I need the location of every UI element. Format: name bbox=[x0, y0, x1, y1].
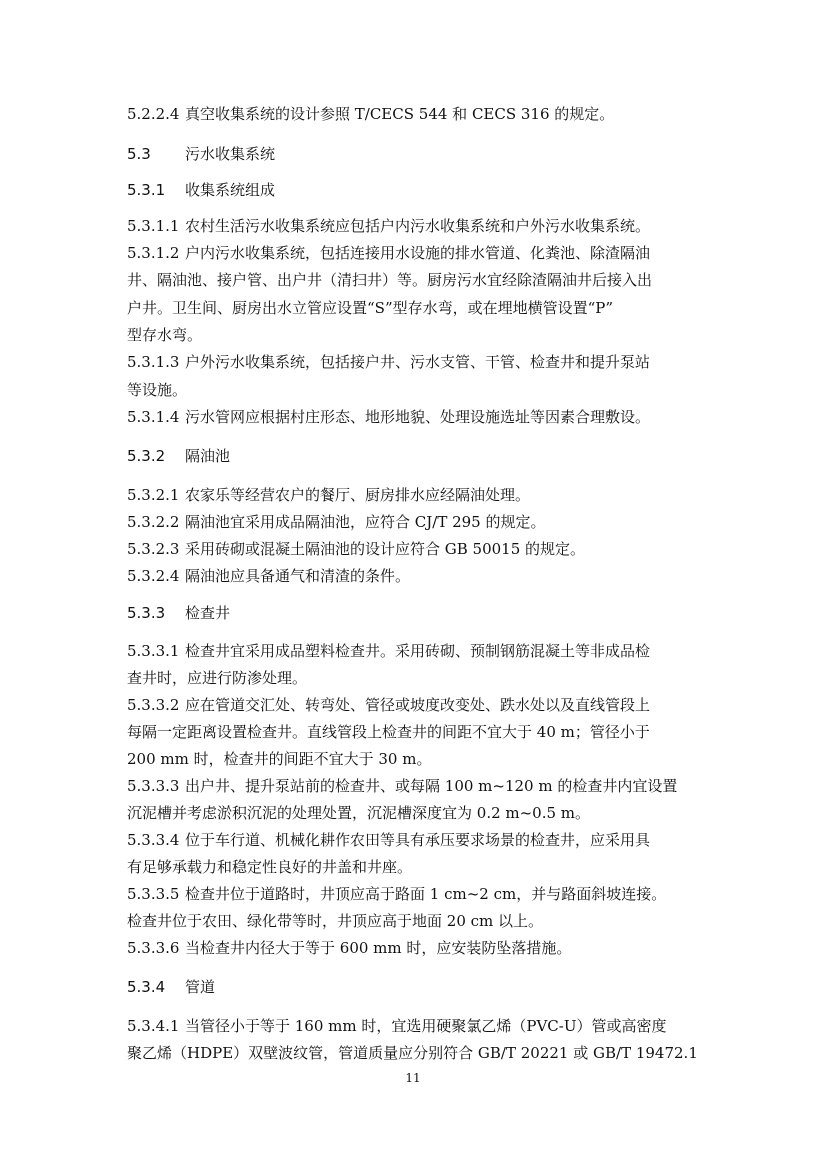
clause-5-3-3-2 bbox=[127, 695, 707, 715]
section-title: 检查井 bbox=[185, 604, 231, 622]
clause-continuation bbox=[127, 298, 707, 318]
clause-5-3-4-1 bbox=[127, 1016, 707, 1036]
clause-text: 真空收集系统的设计参照 T/CECS 544 和 CECS 316 的规定。 bbox=[185, 105, 615, 123]
clause-text: 出户井、提升泵站前的检查井、或每隔 100 m~120 m 的检查井内宜设置 bbox=[185, 777, 678, 795]
clause-number: 5.3.3.1 bbox=[127, 642, 180, 660]
clause-text: 应在管道交汇处、转弯处、管径或坡度改变处、跌水处以及直线管段上 bbox=[185, 696, 651, 714]
clause-number: 5.3.2.4 bbox=[127, 567, 180, 585]
clause-text: 检查井位于农田、绿化带等时，井顶应高于地面 20 cm 以上。 bbox=[127, 912, 544, 930]
subsection-heading-5-3-2 bbox=[127, 446, 707, 466]
clause-number: 5.3.4.1 bbox=[127, 1017, 180, 1035]
clause-5-3-3-3 bbox=[127, 776, 707, 796]
clause-continuation bbox=[127, 668, 707, 688]
section-number: 5.3.2 bbox=[127, 447, 166, 465]
clause-text: 采用砖砌或混凝土隔油池的设计应符合 GB 50015 的规定。 bbox=[185, 540, 586, 558]
clause-text: 户内污水收集系统，包括连接用水设施的排水管道、化粪池、除渣隔油 bbox=[185, 244, 651, 262]
subsection-heading-5-3-1 bbox=[127, 180, 707, 200]
clause-continuation bbox=[127, 911, 707, 931]
clause-continuation bbox=[127, 749, 707, 769]
clause-text: 每隔一定距离设置检查井。直线管段上检查井的间距不宜大于 40 m；管径小于 bbox=[127, 723, 650, 741]
section-number: 5.3.3 bbox=[127, 604, 166, 622]
clause-5-3-2-2 bbox=[127, 512, 707, 532]
clause-5-3-3-1 bbox=[127, 641, 707, 661]
clause-text: 污水管网应根据村庄形态、地形地貌、处理设施选址等因素合理敷设。 bbox=[185, 408, 651, 426]
clause-text: 隔油池应具备通气和清渣的条件。 bbox=[185, 567, 411, 585]
clause-number: 5.3.3.2 bbox=[127, 696, 180, 714]
clause-5-2-2-4 bbox=[127, 104, 707, 124]
clause-number: 5.3.3.5 bbox=[127, 885, 180, 903]
clause-continuation bbox=[127, 722, 707, 742]
clause-continuation bbox=[127, 380, 707, 400]
clause-text: 等设施。 bbox=[127, 381, 188, 399]
clause-text: 户井。卫生间、厨房出水立管应设置“S”型存水弯，或在埋地横管设置“P” bbox=[127, 299, 614, 317]
section-title: 污水收集系统 bbox=[185, 145, 276, 163]
clause-text: 型存水弯。 bbox=[127, 326, 203, 344]
clause-text: 查井时，应进行防渗处理。 bbox=[127, 669, 308, 687]
clause-5-3-3-6 bbox=[127, 938, 707, 958]
subsection-heading-5-3-4 bbox=[127, 977, 707, 997]
clause-5-3-1-4 bbox=[127, 407, 707, 427]
section-number: 5.3.1 bbox=[127, 181, 166, 199]
section-title: 管道 bbox=[185, 978, 216, 996]
clause-number: 5.3.2.1 bbox=[127, 486, 180, 504]
clause-text: 检查井位于道路时，井顶应高于路面 1 cm~2 cm，并与路面斜坡连接。 bbox=[185, 885, 667, 903]
clause-text: 隔油池宜采用成品隔油池，应符合 CJ/T 295 的规定。 bbox=[185, 513, 546, 531]
clause-continuation bbox=[127, 270, 707, 290]
clause-text: 农家乐等经营农户的餐厅、厨房排水应经隔油处理。 bbox=[185, 486, 531, 504]
clause-text: 有足够承载力和稳定性良好的井盖和井座。 bbox=[127, 858, 413, 876]
clause-text: 当管径小于等于 160 mm 时，宜选用硬聚氯乙烯（PVC-U）管或高密度 bbox=[185, 1017, 667, 1035]
clause-5-3-2-4 bbox=[127, 566, 707, 586]
clause-5-3-2-1 bbox=[127, 485, 707, 505]
subsection-heading-5-3-3 bbox=[127, 603, 707, 623]
section-title: 隔油池 bbox=[185, 447, 231, 465]
clause-continuation bbox=[127, 1043, 707, 1063]
clause-5-3-1-1 bbox=[127, 216, 707, 236]
clause-text: 200 mm 时，检查井的间距不宜大于 30 m。 bbox=[127, 750, 432, 768]
clause-number: 5.3.1.4 bbox=[127, 408, 180, 426]
clause-number: 5.3.3.3 bbox=[127, 777, 180, 795]
clause-text: 当检查井内径大于等于 600 mm 时，应安装防坠落措施。 bbox=[185, 939, 572, 957]
clause-number: 5.3.1.2 bbox=[127, 244, 180, 262]
clause-number: 5.2.2.4 bbox=[127, 105, 180, 123]
section-title: 收集系统组成 bbox=[185, 181, 276, 199]
clause-text: 检查井宜采用成品塑料检查井。采用砖砌、预制钢筋混凝土等非成品检 bbox=[185, 642, 651, 660]
clause-text: 位于车行道、机械化耕作农田等具有承压要求场景的检查井，应采用具 bbox=[185, 831, 651, 849]
clause-text: 农村生活污水收集系统应包括户内污水收集系统和户外污水收集系统。 bbox=[185, 217, 651, 235]
clause-continuation bbox=[127, 803, 707, 823]
section-number: 5.3.4 bbox=[127, 978, 166, 996]
page-number: 11 bbox=[405, 1071, 421, 1085]
clause-number: 5.3.2.2 bbox=[127, 513, 180, 531]
clause-number: 5.3.3.6 bbox=[127, 939, 180, 957]
clause-number: 5.3.2.3 bbox=[127, 540, 180, 558]
section-heading-5-3 bbox=[127, 144, 707, 164]
clause-number: 5.3.1.3 bbox=[127, 353, 180, 371]
clause-text: 沉泥槽并考虑淤积沉泥的处理处置，沉泥槽深度宜为 0.2 m~0.5 m。 bbox=[127, 804, 591, 822]
clause-5-3-3-4 bbox=[127, 830, 707, 850]
clause-text: 聚乙烯（HDPE）双壁波纹管，管道质量应分别符合 GB/T 20221 或 GB/T 19472.1 bbox=[127, 1044, 698, 1062]
clause-continuation bbox=[127, 857, 707, 877]
clause-5-3-3-5 bbox=[127, 884, 707, 904]
clause-number: 5.3.3.4 bbox=[127, 831, 180, 849]
section-number: 5.3 bbox=[127, 145, 151, 163]
clause-text: 井、隔油池、接户管、出户井（清扫井）等。厨房污水宜经除渣隔油井后接入出 bbox=[127, 271, 653, 289]
clause-text: 户外污水收集系统，包括接户井、污水支管、干管、检查井和提升泵站 bbox=[185, 353, 651, 371]
clause-number: 5.3.1.1 bbox=[127, 217, 180, 235]
clause-continuation bbox=[127, 325, 707, 345]
clause-5-3-2-3 bbox=[127, 539, 707, 559]
clause-5-3-1-3 bbox=[127, 352, 707, 372]
clause-5-3-1-2 bbox=[127, 243, 707, 263]
